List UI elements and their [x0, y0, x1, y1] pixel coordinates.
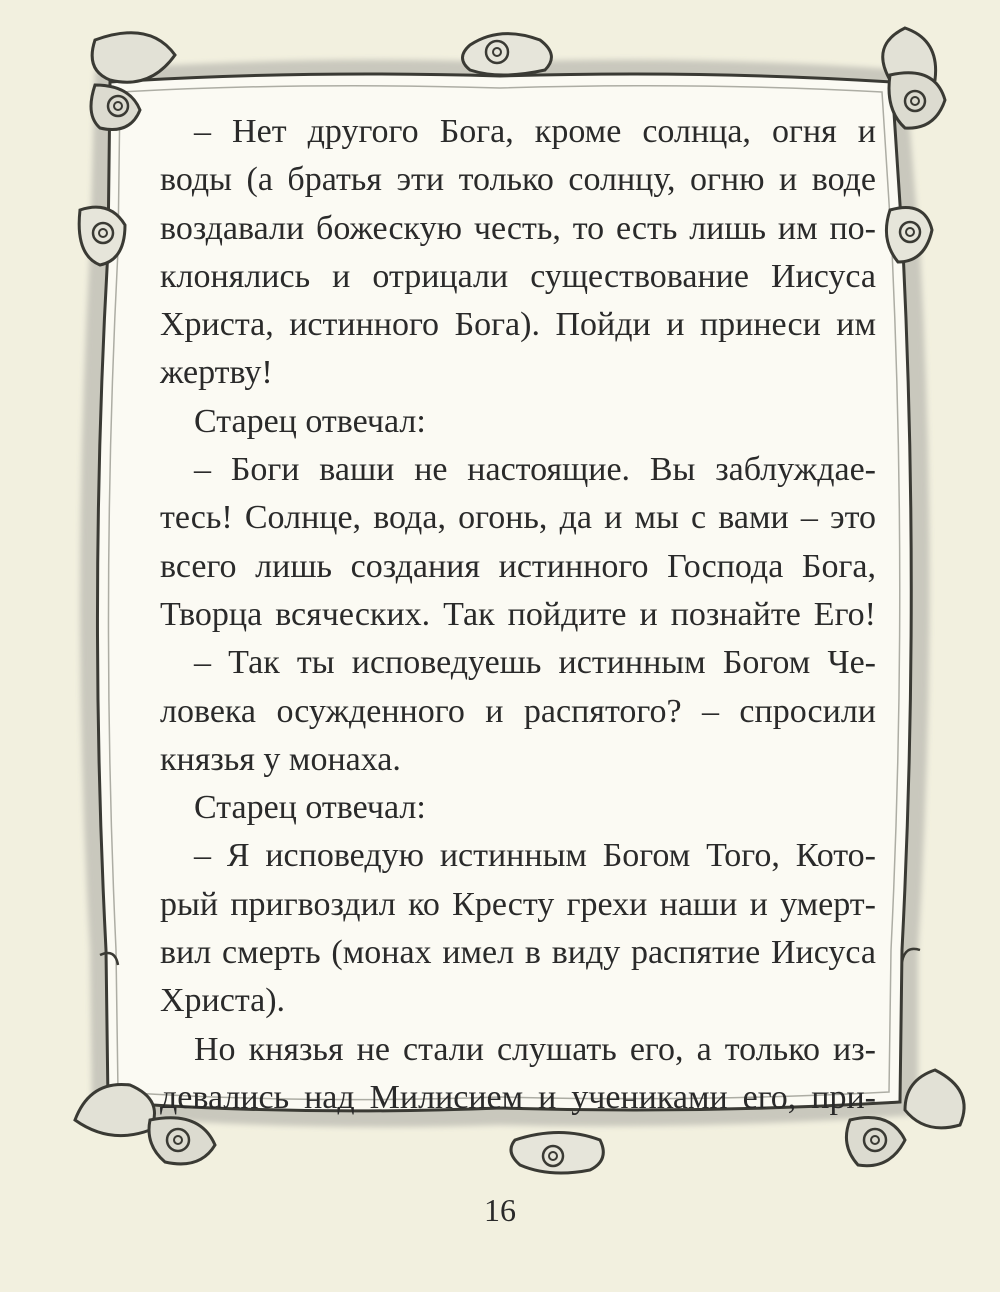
page-number: 16 — [484, 1192, 516, 1228]
text-line: князья у монаха. — [160, 740, 401, 778]
spiral-scroll-ornament-bottom — [511, 1133, 603, 1174]
text-line: жертву! — [160, 354, 273, 392]
page-text — [160, 108, 876, 1122]
text-line: воздавали божескую честь, то есть лишь им по- — [160, 209, 876, 247]
text-line: – Я исповедую истинным Богом Того, Кото- — [194, 837, 876, 875]
text-line: воды (а братья эти только солнцу, огню и воде — [160, 161, 876, 199]
text-line: тесь! Солнце, вода, огонь, да и мы с вами – это — [160, 499, 876, 537]
spiral-scroll-ornament-top — [463, 34, 552, 75]
text-line: Старец отвечал: — [194, 402, 426, 440]
text-line: Творца всяческих. Так пойдите и познайте Его! — [160, 595, 876, 633]
text-line: вил смерть (монах имел в виду распятие Иисуса — [160, 934, 876, 972]
text-line: Христа, истинного Бога). Пойди и принеси им — [160, 306, 876, 344]
text-line: всего лишь создания истинного Господа Бога, — [160, 547, 876, 585]
spiral-scroll-ornament-right — [886, 208, 932, 263]
text-line: – Нет другого Бога, кроме солнца, огня и — [194, 113, 876, 150]
text-line: Но князья не стали слушать его, а только из- — [194, 1030, 876, 1068]
text-line: рый пригвоздил ко Кресту грехи наши и умерт- — [160, 885, 876, 923]
text-line: клонялись и отрицали существование Иисуса — [160, 257, 876, 295]
text-line: Старец отвечал: — [194, 789, 426, 827]
text-line: девались над Милисием и учениками его, при- — [160, 1078, 876, 1116]
text-line: – Боги ваши не настоящие. Вы заблуждае- — [194, 451, 876, 489]
text-line: Христа). — [160, 982, 286, 1020]
text-line: ловека осужденного и распятого? – спросили — [160, 692, 876, 730]
text-line: – Так ты исповедуешь истинным Богом Че- — [194, 644, 876, 682]
